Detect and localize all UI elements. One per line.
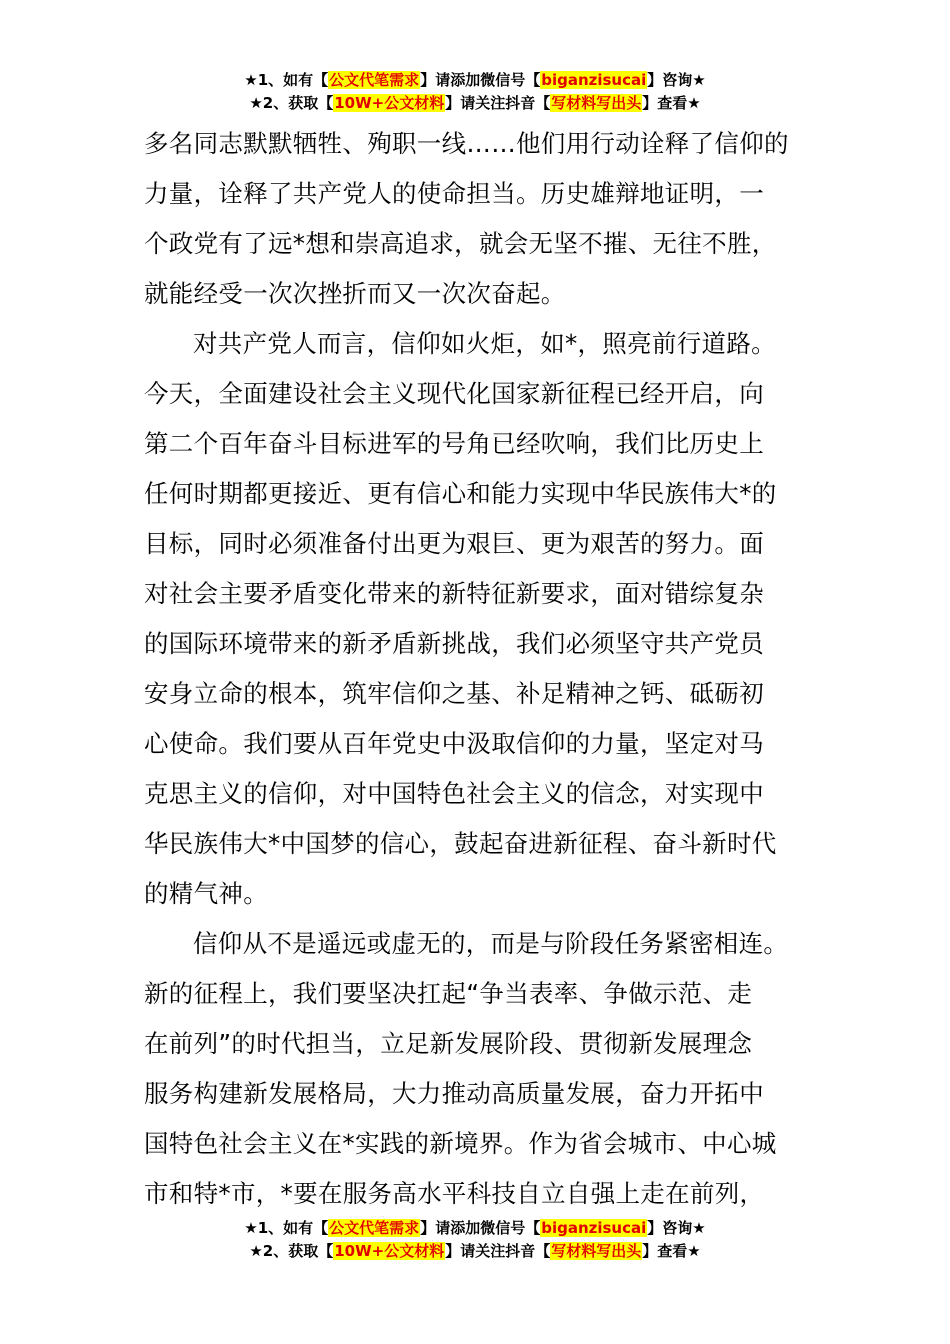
banner-text: ★1、如有【 [244, 71, 329, 89]
banner-text: ★2、获取【 [249, 94, 334, 112]
text-line: 信仰从不是遥远或虚无的，而是与阶段任务紧密相连。 [193, 929, 789, 958]
banner-highlight: biganzisucai [541, 71, 647, 89]
paragraph [144, 919, 824, 1219]
document-body [144, 119, 824, 1219]
banner-highlight: 10W+公文材料 [334, 1242, 445, 1260]
text-line: 对社会主要矛盾变化带来的新特征新要求，面对错综复杂 [144, 579, 764, 608]
text-line: 新的征程上，我们要坚决扛起“争当表率、争做示范、走 [144, 979, 753, 1008]
text-line: 的国际环境带来的新矛盾新挑战，我们必须坚守共产党员 [144, 629, 764, 658]
text-line: 任何时期都更接近、更有信心和能力实现中华民族伟大*的 [144, 479, 777, 508]
text-line: 今天，全面建设社会主义现代化国家新征程已经开启，向 [144, 379, 764, 408]
text-line: 心使命。我们要从百年党史中汲取信仰的力量，坚定对马 [144, 729, 764, 758]
text-line: 个政党有了远*想和崇高追求，就会无坚不摧、无往不胜， [144, 229, 777, 258]
banner-text: 】查看★ [642, 1242, 701, 1260]
text-line: 的精气神。 [144, 879, 268, 908]
banner-text: 】请添加微信号【 [420, 71, 541, 89]
banner-text: 】请关注抖音【 [445, 1242, 551, 1260]
banner-line-2 [0, 92, 950, 115]
text-line: 第二个百年奋斗目标进军的号角已经吹响，我们比历史上 [144, 429, 764, 458]
banner-highlight: 10W+公文材料 [334, 94, 445, 112]
text-line: 华民族伟大*中国梦的信心，鼓起奋进新征程、奋斗新时代 [144, 829, 777, 858]
banner-highlight: 写材料写出头 [551, 1242, 642, 1260]
banner-highlight: biganzisucai [541, 1219, 647, 1237]
banner-text: ★1、如有【 [244, 1219, 329, 1237]
banner-line-2 [0, 1240, 950, 1263]
header-banner [0, 69, 950, 115]
text-line: 市和特*市，*要在服务高水平科技自立自强上走在前列， [144, 1179, 765, 1208]
banner-text: 】咨询★ [647, 71, 706, 89]
text-line: 在前列”的时代担当，立足新发展阶段、贯彻新发展理念 [144, 1029, 753, 1058]
footer-banner [0, 1217, 950, 1263]
paragraph [144, 119, 824, 319]
banner-text: 】请关注抖音【 [445, 94, 551, 112]
text-line: 服务构建新发展格局，大力推动高质量发展，奋力开拓中 [144, 1079, 764, 1108]
banner-text: 】查看★ [642, 94, 701, 112]
text-line: 国特色社会主义在*实践的新境界。作为省会城市、中心城 [144, 1129, 777, 1158]
text-line: 安身立命的根本，筑牢信仰之基、补足精神之钙、砥砺初 [144, 679, 764, 708]
text-line: 克思主义的信仰，对中国特色社会主义的信念，对实现中 [144, 779, 764, 808]
banner-line-1 [0, 1217, 950, 1240]
banner-highlight: 公文代笔需求 [329, 1219, 420, 1237]
banner-text: 】咨询★ [647, 1219, 706, 1237]
banner-highlight: 公文代笔需求 [329, 71, 420, 89]
text-line: 多名同志默默牺牲、殉职一线……他们用行动诠释了信仰的 [144, 129, 789, 158]
paragraph [144, 319, 824, 919]
text-line: 力量，诠释了共产党人的使命担当。历史雄辩地证明，一 [144, 179, 764, 208]
text-line: 对共产党人而言，信仰如火炬，如*，照亮前行道路。 [193, 329, 776, 358]
banner-highlight: 写材料写出头 [551, 94, 642, 112]
banner-line-1 [0, 69, 950, 92]
banner-text: 】请添加微信号【 [420, 1219, 541, 1237]
text-line: 目标，同时必须准备付出更为艰巨、更为艰苦的努力。面 [144, 529, 764, 558]
text-line: 就能经受一次次挫折而又一次次奋起。 [144, 279, 566, 308]
banner-text: ★2、获取【 [249, 1242, 334, 1260]
